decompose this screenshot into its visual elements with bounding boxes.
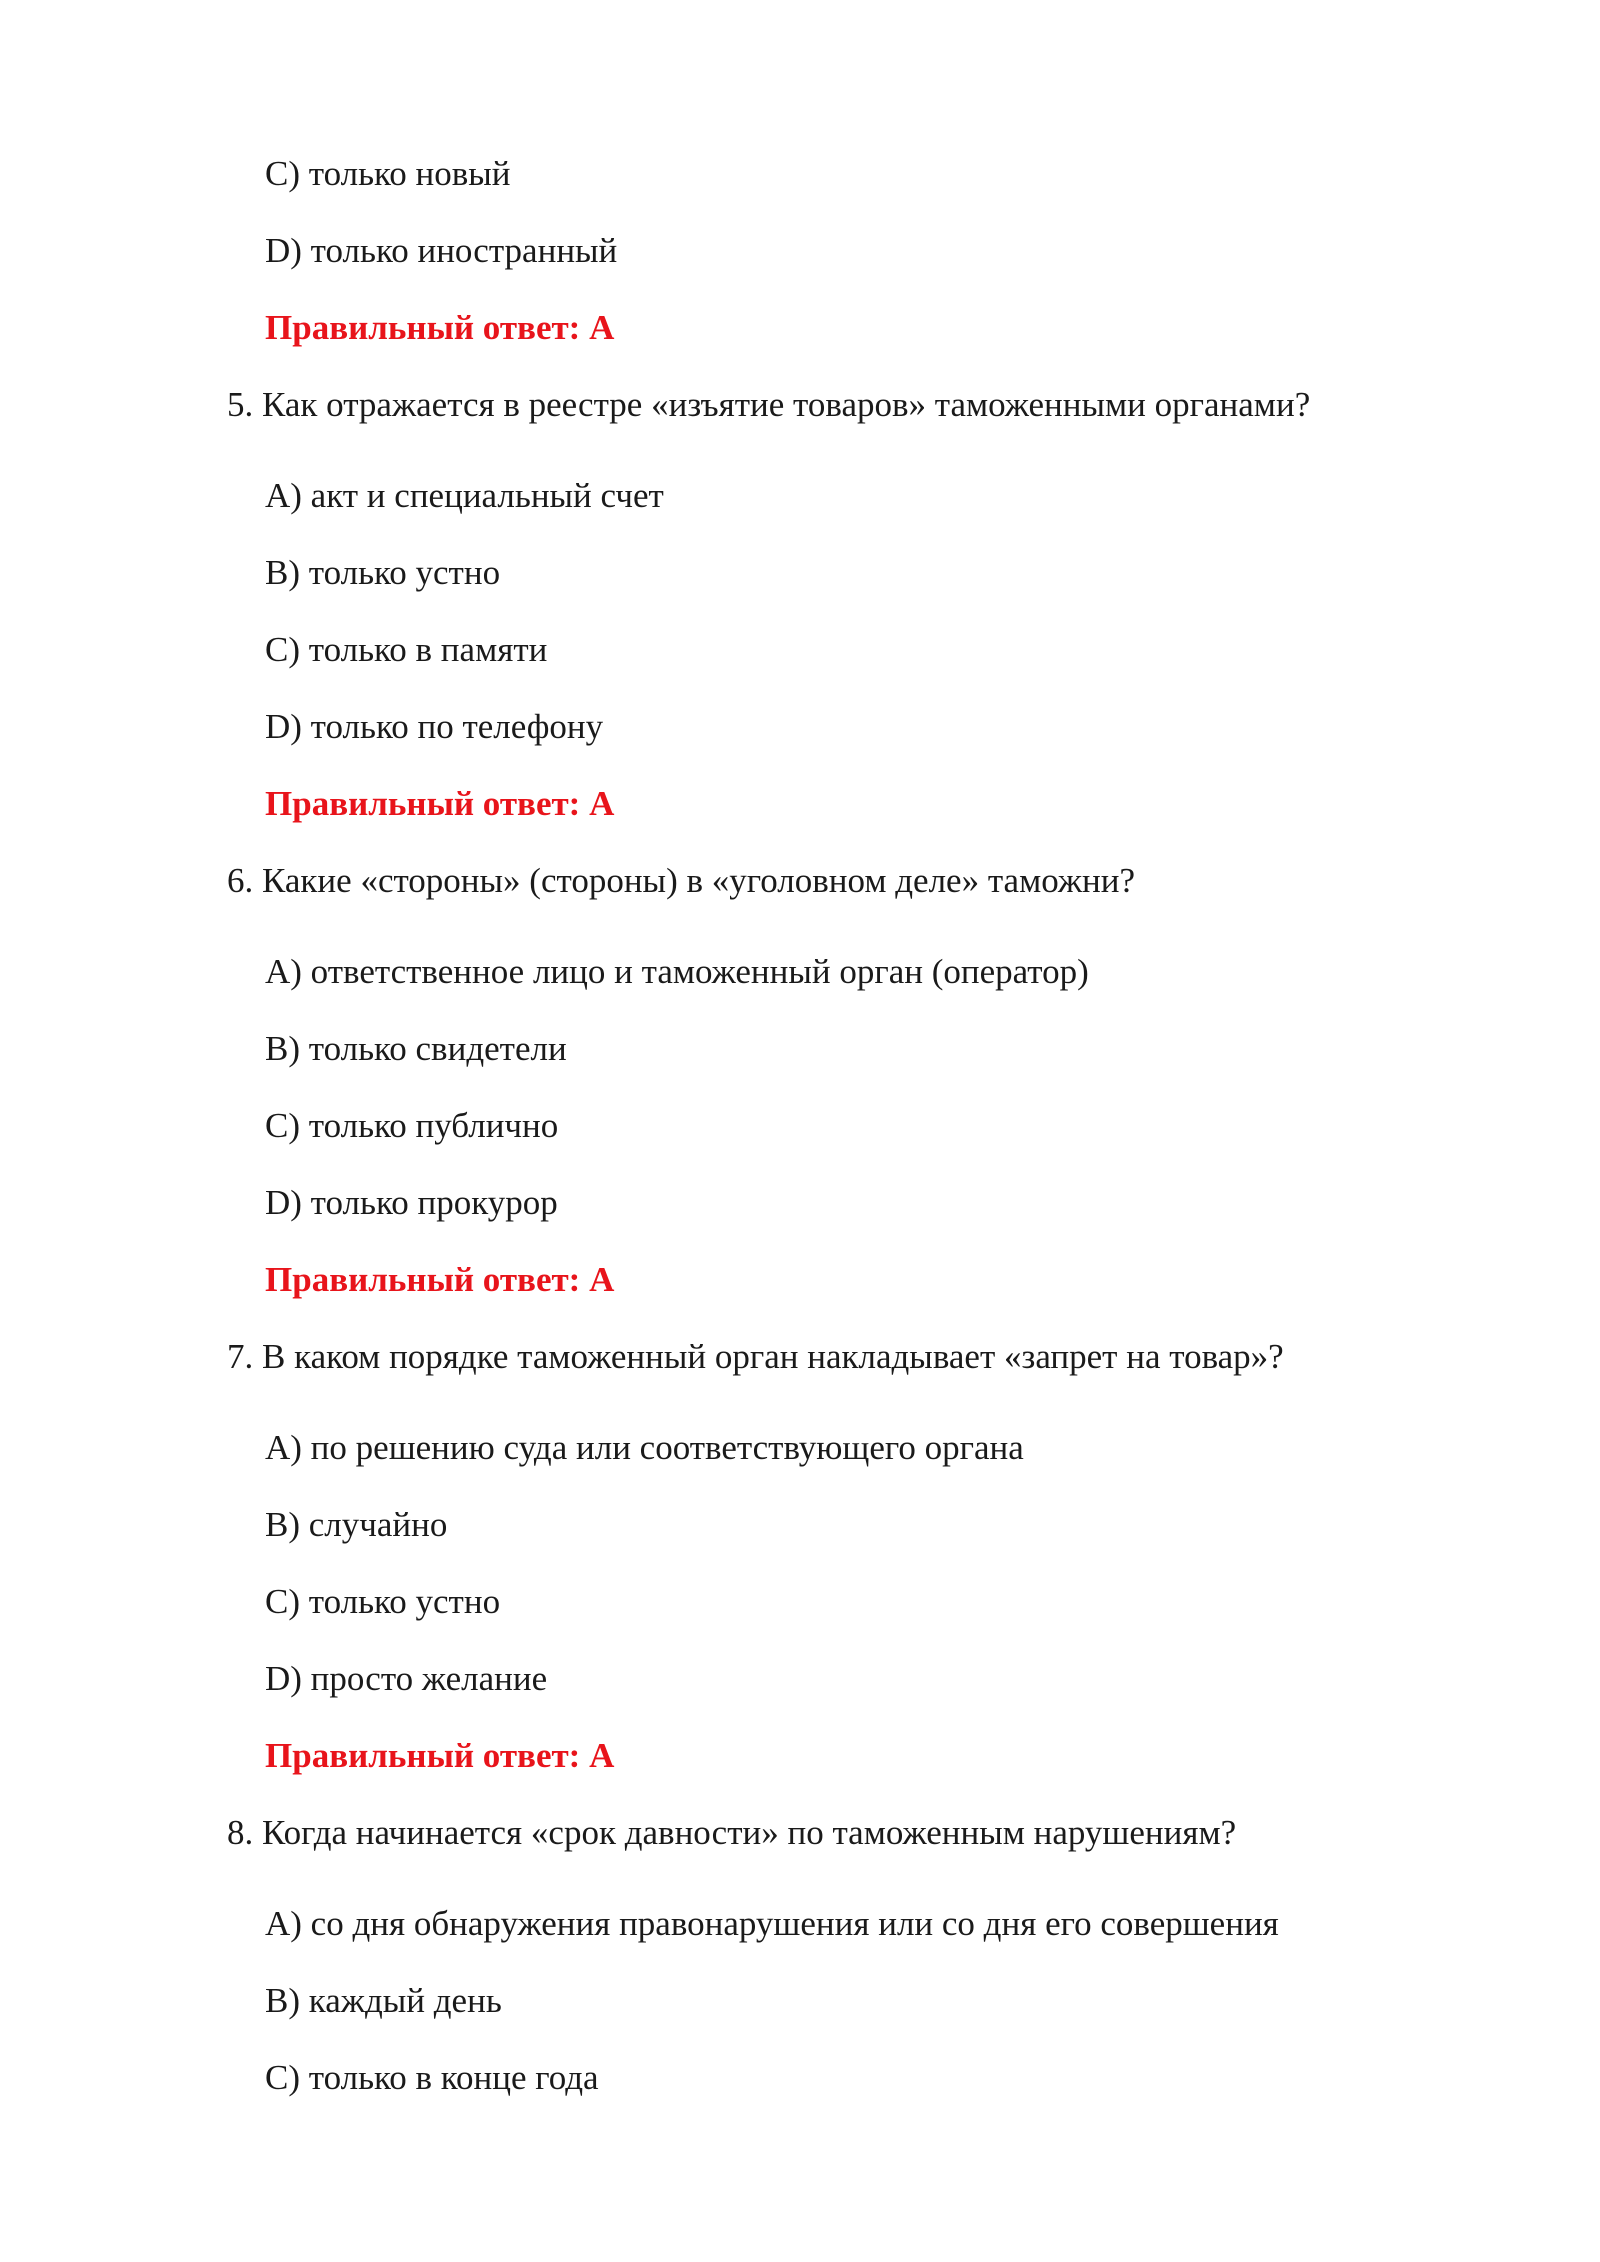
- option-b-q7: В) случайно: [265, 1505, 448, 1544]
- option-a-q5: А) акт и специальный счет: [265, 476, 664, 515]
- correct-answer-q7: Правильный ответ: А: [265, 1736, 615, 1775]
- option-d-q5: D) только по телефону: [265, 707, 604, 746]
- question-text: Как отражается в реестре «изъятие товаров» таможенными органами?: [262, 385, 1311, 424]
- option-c-q7: С) только устно: [265, 1582, 501, 1621]
- option-b-q8: В) каждый день: [265, 1981, 502, 2020]
- question-number: 7.: [227, 1337, 254, 1376]
- correct-answer-q5: Правильный ответ: А: [265, 784, 615, 823]
- question-text: Когда начинается «срок давности» по таможенным нарушениям?: [262, 1813, 1237, 1852]
- question-7: [227, 1335, 1284, 1379]
- question-number: 5.: [227, 385, 254, 424]
- option-c-q6: С) только публично: [265, 1106, 559, 1145]
- option-a-q7: А) по решению суда или соответствующего органа: [265, 1428, 1024, 1467]
- option-d-q6: D) только прокурор: [265, 1183, 558, 1222]
- question-text: В каком порядке таможенный орган накладывает «запрет на товар»?: [262, 1337, 1284, 1376]
- option-b-q6: В) только свидетели: [265, 1029, 567, 1068]
- option-c-q4: C) только новый: [265, 154, 511, 193]
- question-8: [227, 1811, 1236, 1855]
- option-c-q5: С) только в памяти: [265, 630, 548, 669]
- question-number: 8.: [227, 1813, 254, 1852]
- question-text: Какие «стороны» (стороны) в «уголовном деле» таможни?: [262, 861, 1136, 900]
- correct-answer-q4: Правильный ответ: А: [265, 308, 615, 347]
- correct-answer-q6: Правильный ответ: А: [265, 1260, 615, 1299]
- question-6: [227, 859, 1135, 903]
- question-number: 6.: [227, 861, 254, 900]
- question-5: [227, 383, 1310, 427]
- option-c-q8: С) только в конце года: [265, 2058, 599, 2097]
- option-a-q6: А) ответственное лицо и таможенный орган (оператор): [265, 952, 1089, 991]
- option-b-q5: В) только устно: [265, 553, 501, 592]
- option-d-q4: D) только иностранный: [265, 231, 618, 270]
- option-d-q7: D) просто желание: [265, 1659, 548, 1698]
- option-a-q8: А) со дня обнаружения правонарушения или со дня его совершения: [265, 1904, 1279, 1943]
